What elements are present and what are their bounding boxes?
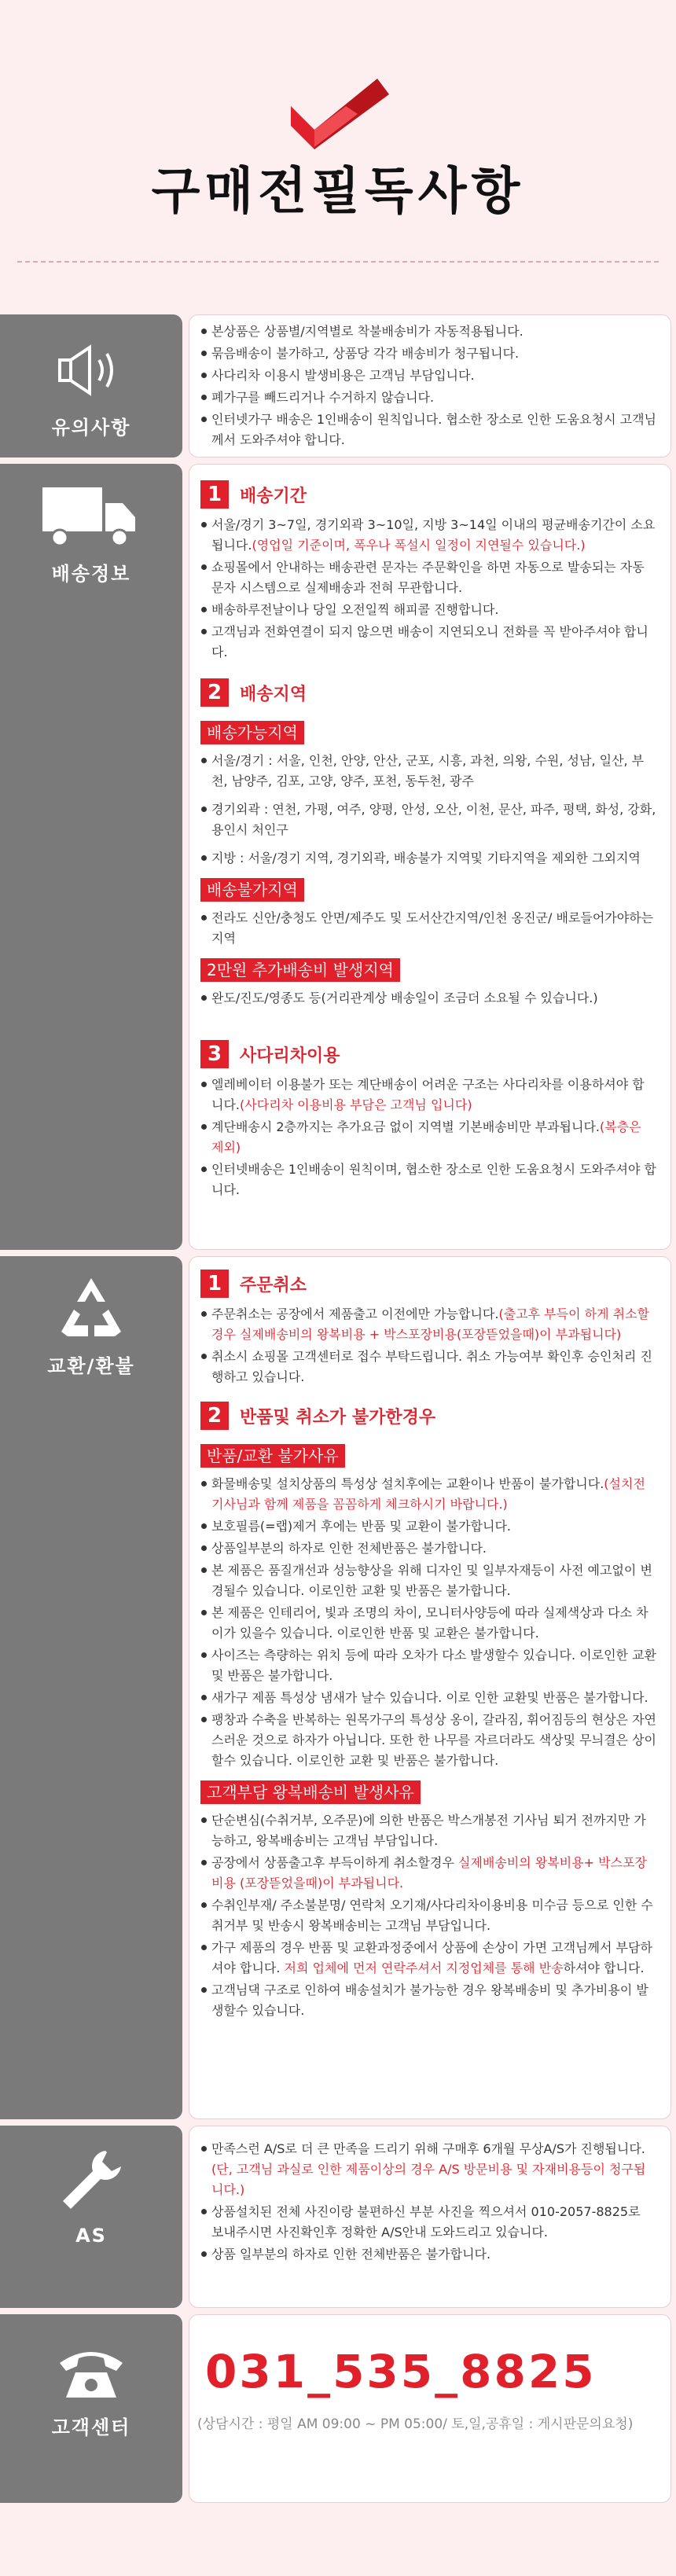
list-item: 공장에서 상품출고후 부득이하게 취소할경우 실제배송비의 왕복비용+ 박스포장비용 (포장뜯었을때)이 부과됩니다. — [200, 1853, 656, 1894]
list-item: 단순변심(수취거부, 오주문)에 의한 반품은 박스개봉전 기사님 퇴거 전까지만 가능하고, 왕복배송비는 고객님 부담입니다. — [200, 1810, 656, 1851]
list-item: 고객님과 전화연결이 되지 않으면 배송이 지연되오니 전화를 꼭 받아주셔야 합니다. — [200, 622, 656, 663]
notice-section — [0, 314, 676, 458]
list-item: 엘레베이터 이용불가 또는 계단배송이 어려운 구조는 사다리차를 이용하셔야 합니다.(사다리차 이용비용 부담은 고객님 입니다) — [200, 1075, 656, 1115]
list-item: 전라도 신안/충청도 안면/제주도 및 도서산간지역/인천 옹진군/ 배로들어가야하는 지역 — [200, 908, 656, 949]
cs-content — [189, 2314, 671, 2503]
phone-icon — [57, 2346, 126, 2401]
as-label: AS — [75, 2225, 107, 2247]
section-heading — [200, 1270, 656, 1298]
heading-text: 배송지역 — [240, 684, 307, 704]
list-item: 묶음배송이 불가하고, 상품당 각각 배송비가 청구됩니다. — [200, 344, 656, 364]
divider — [17, 261, 659, 263]
list-item: 배송하루전날이나 당일 오전일찍 해피콜 진행합니다. — [200, 600, 656, 620]
list-item: 고객님댁 구조로 인하여 배송설치가 불가능한 경우 왕복배송비 및 추가비용이 발생할수 있습니다. — [200, 1980, 656, 2021]
recycle-icon — [57, 1277, 126, 1343]
delivery-content — [189, 464, 671, 1250]
list-item: 본상품은 상품별/지역별로 착불배송비가 자동적용됩니다. — [200, 322, 656, 342]
as-content — [189, 2126, 671, 2308]
heading-text: 반품및 취소가 불가한경우 — [240, 1407, 436, 1428]
list-item: 상품 일부분의 하자로 인한 전체반품은 불가합니다. — [200, 2244, 656, 2265]
delivery-section — [0, 464, 676, 1250]
list-item: 주문취소는 공장에서 제품출고 이전에만 가능합니다.(출고후 부득이 하게 취소할 경우 실제배송비의 왕복비용 + 박스포장비용(포장뜯었을때)이 부과됩니다) — [200, 1304, 656, 1345]
list-item: 만족스런 A/S로 더 큰 만족을 드리기 위해 구매후 6개월 무상A/S가 진행됩니다.(단, 고객님 과실로 인한 제품이상의 경우 A/S 방문비용 및 자재비용등이 청구됩니다.) — [200, 2139, 656, 2200]
list-item: 보호필름(=랩)제거 후에는 반품 및 교환이 불가합니다. — [200, 1516, 656, 1537]
list-item: 화물배송및 설치상품의 특성상 설치후에는 교환이나 반품이 불가합니다.(설치전 기사님과 함께 제품을 꼼꼼하게 체크하시기 바랍니다.) — [200, 1474, 656, 1515]
heading-text: 사다리차이용 — [240, 1045, 340, 1066]
cs-section — [0, 2314, 676, 2503]
list-item: 본 제품은 품질개선과 성능향상을 위해 디자인 및 일부자재등이 사전 예고없이 변경될수 있습니다. 이로인한 교환 및 반품은 불가합니다. — [200, 1560, 656, 1601]
list-item: 가구 제품의 경우 반품 및 교환과정중에서 상품에 손상이 가면 고객님께서 부담하셔야 합니다. 저희 업체에 먼저 연락주셔서 지정업체를 통해 반송하셔야 합니다. — [200, 1938, 656, 1979]
list-item: 사다리차 이용시 발생비용은 고객님 부담입니다. — [200, 366, 656, 386]
list-item: 상품일부분의 하자로 인한 전체반품은 불가합니다. — [200, 1538, 656, 1559]
list-item: 사이즈는 측량하는 위치 등에 따라 오차가 다소 발생할수 있습니다. 이로인한 교환및 반품은 불가합니다. — [200, 1645, 656, 1686]
tag-label: 배송가능지역 — [200, 721, 304, 744]
tag-label: 배송불가지역 — [200, 878, 304, 902]
list-item: 서울/경기 : 서울, 인천, 안양, 안산, 군포, 시흥, 과천, 의왕, 수원, 성남, 일산, 부천, 남양주, 김포, 고양, 양주, 포천, 동두천, 광주 — [200, 751, 656, 792]
list-item: 상품설치된 전체 사진이랑 불편하신 부분 사진을 찍으셔서 010-2057-8825로 보내주시면 사진확인후 정확한 A/S안내 도와드리고 있습니다. — [200, 2202, 656, 2243]
list-item: 쇼핑몰에서 안내하는 배송관련 문자는 주문확인을 하면 자동으로 발송되는 자동문자 시스템으로 실제배송과 전혀 무관합니다. — [200, 557, 656, 598]
number-badge: 3 — [200, 1040, 229, 1068]
tag-label: 2만원 추가배송비 발생지역 — [200, 958, 400, 982]
truck-icon — [41, 486, 138, 549]
tag-label: 고객부담 왕복배송비 발생사유 — [200, 1780, 421, 1804]
as-side — [0, 2126, 182, 2308]
list-item: 수취인부재/ 주소불분명/ 연락처 오기재/사다리차이용비용 미수금 등으로 인한 수취거부 및 반송시 왕복배송비는 고객님 부담입니다. — [200, 1895, 656, 1936]
section-heading — [200, 1402, 656, 1430]
delivery-side — [0, 464, 182, 1250]
delivery-label: 배송정보 — [51, 563, 131, 585]
list-item: 인터넷가구 배송은 1인배송이 원칙입니다. 협소한 장소로 인한 도움요청시 고객님께서 도와주셔야 합니다. — [200, 410, 656, 450]
list-item: 계단배송시 2층까지는 추가요금 없이 지역별 기본배송비만 부과됩니다.(복층은 제외) — [200, 1117, 656, 1158]
number-badge: 2 — [200, 1402, 229, 1430]
notice-side — [0, 314, 182, 458]
list-item: 서울/경기 3~7일, 경기외곽 3~10일, 지방 3~14일 이내의 평균배송기간이 소요됩니다.(영업일 기준이며, 폭우나 폭설시 일정이 지연될수 있습니다.) — [200, 515, 656, 556]
exchange-content — [189, 1256, 671, 2119]
page-title: 구매전필독사항 — [151, 163, 525, 221]
list-item: 인터넷배송은 1인배송이 원칙이며, 협소한 장소로 인한 도움요청시 도와주셔야 합니다. — [200, 1159, 656, 1200]
list-item: 경기외곽 : 연천, 가평, 여주, 양평, 안성, 오산, 이천, 문산, 파주, 평택, 화성, 강화, 용인시 처인구 — [200, 799, 656, 840]
section-heading — [200, 678, 656, 707]
as-section — [0, 2126, 676, 2308]
list-item: 폐가구를 빼드리거나 수거하지 않습니다. — [200, 388, 656, 408]
notice-content — [189, 314, 671, 458]
list-item: 지방 : 서울/경기 지역, 경기외곽, 배송불가 지역및 기타지역을 제외한 그외지역 — [200, 848, 656, 869]
header — [0, 0, 676, 314]
list-item: 팽창과 수축을 반복하는 원목가구의 특성상 옹이, 갈라짐, 휘어짐등의 현상은 자연스러운 것으로 하자가 아닙니다. 또한 한 나무를 자르더라도 색상및 무늬결은 상이할수 있습니다. 이로인한 교환 및 반품은 불가합니다. — [200, 1710, 656, 1771]
number-badge: 2 — [200, 678, 229, 707]
wrench-icon — [58, 2148, 124, 2214]
heading-text: 주문취소 — [240, 1275, 307, 1295]
business-hours: (상담시간 : 평일 AM 09:00 ~ PM 05:00/ 토,일,공휴일 : 게시판문의요청) — [197, 2416, 634, 2432]
number-badge: 1 — [200, 480, 229, 509]
cs-label: 고객센터 — [51, 2416, 131, 2438]
list-item: 새가구 제품 특성상 냄새가 날수 있습니다. 이로 인한 교환및 반품은 불가합니다. — [200, 1688, 656, 1708]
speaker-icon — [57, 344, 126, 396]
list-item: 완도/진도/영종도 등(거리관계상 배송일이 조금더 소요될 수 있습니다.) — [200, 988, 656, 1009]
exchange-label: 교환/환불 — [47, 1355, 135, 1377]
number-badge: 1 — [200, 1270, 229, 1298]
cs-side — [0, 2314, 182, 2503]
heading-text: 배송기간 — [240, 486, 307, 506]
phone-number[interactable]: 031_535_8825 — [205, 2345, 597, 2398]
tag-label: 반품/교환 불가사유 — [200, 1444, 345, 1468]
section-heading — [200, 480, 656, 509]
notice-label: 유의사항 — [51, 417, 131, 439]
exchange-side — [0, 1256, 182, 2119]
list-item: 본 제품은 인테리어, 빛과 조명의 차이, 모니터사양등에 따라 실제색상과 다소 차이가 있을수 있습니다. 이로인한 반품 및 교환은 불가합니다. — [200, 1603, 656, 1644]
section-heading — [200, 1040, 656, 1068]
check-logo-icon — [283, 75, 393, 153]
exchange-section — [0, 1256, 676, 2119]
list-item: 취소시 쇼핑몰 고객센터로 접수 부탁드립니다. 취소 가능여부 확인후 승인처리 진행하고 있습니다. — [200, 1347, 656, 1387]
